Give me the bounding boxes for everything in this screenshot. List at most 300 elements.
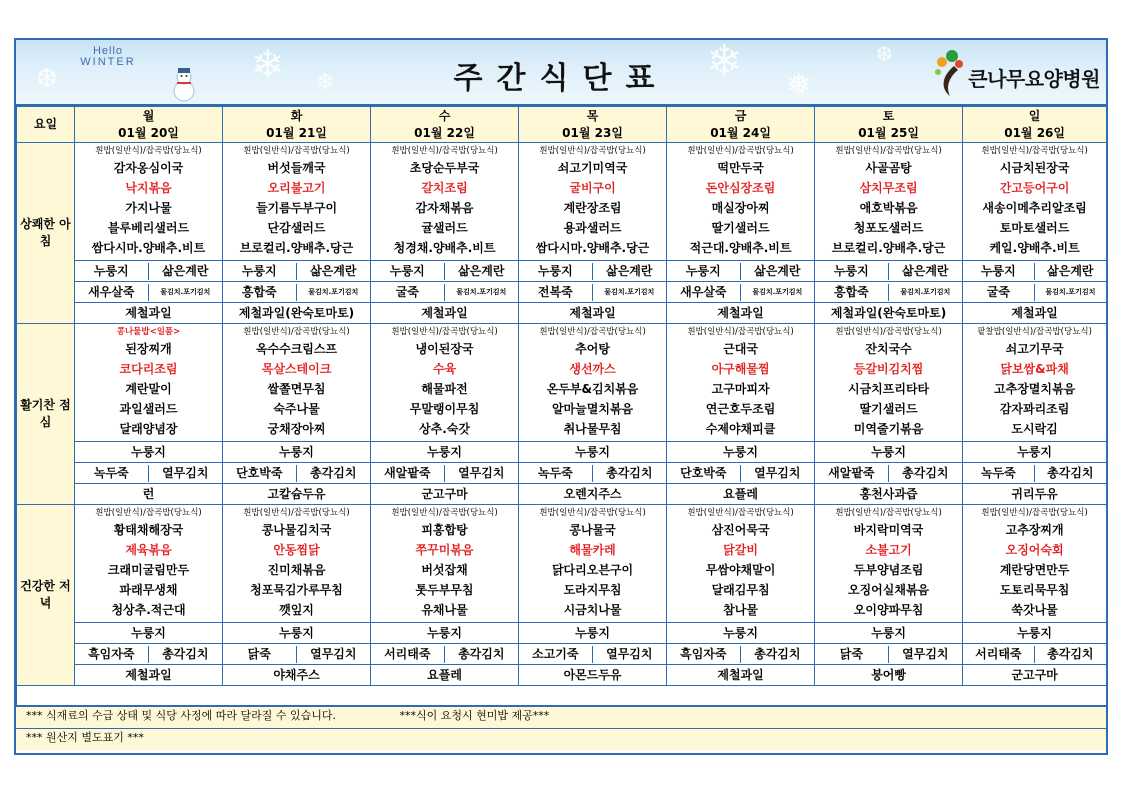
meal-main-cell (519, 505, 667, 623)
menu-item: 등갈비김치찜 (853, 362, 924, 376)
sub-item: 누룽지 (223, 263, 297, 280)
sub-split (223, 284, 370, 301)
meal-porridge-cell (815, 282, 963, 303)
meal-porridge-cell (963, 644, 1107, 665)
menu-item: 연근호두조림 (705, 402, 776, 416)
menu-item: 냉이된장국 (415, 342, 474, 356)
sub-split (75, 465, 222, 482)
sub-item: 누룽지 (963, 263, 1035, 280)
sub-item: 삶은계란 (162, 263, 209, 278)
meal-main-row (17, 505, 1107, 623)
menu-item: 고추장찌개 (1005, 523, 1064, 537)
sub-item: 삶은계란 (606, 263, 653, 278)
kimchi-item: 열무김치 (606, 646, 653, 661)
menu-item: 계란당면만두 (999, 563, 1070, 577)
porridge-item: 굴죽 (371, 284, 445, 301)
dessert-item: 제철과일 (667, 303, 815, 324)
meal-main-row (17, 143, 1107, 261)
day-header (371, 107, 519, 143)
dessert-item: 제철과일 (963, 303, 1107, 324)
sub-split (75, 263, 222, 280)
kimchi-item: 물김치.포기김치 (900, 287, 951, 296)
menu-item: 된장찌개 (125, 342, 172, 356)
dessert-item: 귀리두유 (963, 484, 1107, 505)
snowflake-icon: ❅ (786, 68, 812, 103)
rice-note: 흰밥(일반식)/잡곡밥(당뇨식) (835, 508, 942, 518)
meal-extra-row (17, 665, 1107, 686)
sub-split (667, 284, 814, 301)
porridge-item: 녹두죽 (519, 465, 593, 482)
menu-sheet (14, 38, 1108, 755)
corner-label: 요일 (17, 107, 75, 143)
day-header (815, 107, 963, 143)
meal-porridge-cell (75, 282, 223, 303)
day-header (519, 107, 667, 143)
footer-note-text: ***식이 요청시 현미밥 제공*** (399, 709, 550, 722)
dessert-item: 제철과일(완숙토마토) (815, 303, 963, 324)
meal-extra-row (17, 303, 1107, 324)
meal-sub-cell (815, 261, 963, 282)
meal-porridge-cell (963, 463, 1107, 484)
meal-porridge-cell (667, 644, 815, 665)
rice-note: 흰밥(일반식)/잡곡밥(당뇨식) (687, 508, 794, 518)
meal-porridge-cell (963, 282, 1107, 303)
meal-sub-cell (371, 623, 519, 644)
sub-item: 누룽지 (575, 625, 610, 640)
porridge-item: 새알팥죽 (371, 465, 445, 482)
rice-note: 흰밥(일반식)/잡곡밥(당뇨식) (539, 508, 646, 518)
menu-item: 시금치나물 (563, 603, 622, 617)
day-name: 금 (734, 108, 747, 123)
meal-sub-row (17, 261, 1107, 282)
sub-split (519, 263, 666, 280)
meal-label: 건강한 저녁 (17, 505, 75, 686)
menu-item: 콩나물김치국 (261, 523, 332, 537)
porridge-item: 전복죽 (519, 284, 593, 301)
menu-item: 청포묵김가루무침 (250, 583, 343, 597)
meal-main-cell (371, 324, 519, 442)
menu-item: 삼치무조림 (859, 181, 918, 195)
sub-item: 누룽지 (75, 263, 149, 280)
sub-split (519, 465, 666, 482)
day-date: 01월 26일 (1004, 125, 1065, 140)
porridge-item: 닭죽 (223, 646, 297, 663)
sub-split (371, 465, 518, 482)
meal-sub-cell (223, 623, 371, 644)
meal-sub-cell (667, 261, 815, 282)
menu-item: 청포도샐러드 (853, 221, 924, 235)
menu-item: 코다리조림 (119, 362, 178, 376)
rice-note: 흰밥(일반식)/잡곡밥(당뇨식) (687, 146, 794, 156)
meal-main-cell (667, 324, 815, 442)
footer-notes (16, 706, 1106, 750)
menu-item: 시금치프리타타 (848, 382, 930, 396)
sub-item: 누룽지 (723, 625, 758, 640)
dessert-item: 제철과일 (75, 303, 223, 324)
meal-main-cell (963, 324, 1107, 442)
sub-item: 삶은계란 (310, 263, 357, 278)
meal-porridge-row (17, 644, 1107, 665)
porridge-item: 소고기죽 (519, 646, 593, 663)
porridge-item: 흥합죽 (223, 284, 297, 301)
rice-note: 팥찰밥(일반식)/잡곡밥(당뇨식) (977, 327, 1092, 337)
kimchi-item: 총각김치 (902, 465, 949, 480)
menu-item: 생선까스 (569, 362, 616, 376)
menu-item: 사골곰탕 (865, 161, 912, 175)
porridge-item: 닭죽 (815, 646, 889, 663)
kimchi-item: 열무김치 (902, 646, 949, 661)
kimchi-item: 물김치.포기김치 (308, 287, 359, 296)
day-name: 일 (1028, 108, 1041, 123)
rice-note: 흰밥(일반식)/잡곡밥(당뇨식) (687, 327, 794, 337)
sub-item: 누룽지 (279, 625, 314, 640)
menu-item: 애호박볶음 (859, 201, 918, 215)
dessert-item: 고칼슘두유 (223, 484, 371, 505)
kimchi-item: 물김치.포기김치 (160, 287, 211, 296)
menu-item: 고구마피자 (711, 382, 770, 396)
dessert-item: 제철과일 (519, 303, 667, 324)
meal-porridge-cell (75, 463, 223, 484)
menu-item: 쭈꾸미볶음 (415, 543, 474, 557)
dessert-item: 제철과일 (667, 665, 815, 686)
porridge-item: 단호박죽 (667, 465, 741, 482)
meal-main-cell (519, 324, 667, 442)
meal-porridge-cell (519, 463, 667, 484)
day-date: 01월 24일 (710, 125, 771, 140)
dessert-item: 군고구마 (371, 484, 519, 505)
meal-main-cell (223, 505, 371, 623)
kimchi-item: 총각김치 (754, 646, 801, 661)
menu-item: 귤샐러드 (421, 221, 468, 235)
porridge-item: 흥합죽 (815, 284, 889, 301)
rice-note: 흰밥(일반식)/잡곡밥(당뇨식) (243, 146, 350, 156)
meal-porridge-row (17, 282, 1107, 303)
porridge-item: 흑임자죽 (75, 646, 149, 663)
kimchi-item: 열무김치 (310, 646, 357, 661)
menu-item: 해물파전 (421, 382, 468, 396)
kimchi-item: 총각김치 (1047, 646, 1094, 661)
menu-item: 딸기샐러드 (711, 221, 770, 235)
menu-item: 쌈다시마.양배추.당근 (535, 241, 650, 255)
sub-item: 누룽지 (723, 444, 758, 459)
day-header (75, 107, 223, 143)
sub-split (75, 646, 222, 663)
menu-item: 쇠고기미역국 (557, 161, 628, 175)
menu-item: 굴비구이 (569, 181, 616, 195)
menu-item: 오리불고기 (267, 181, 326, 195)
meal-porridge-row (17, 463, 1107, 484)
footer-note-2 (16, 728, 1106, 750)
day-name: 목 (586, 108, 599, 123)
menu-item: 새송이메추리알조림 (982, 201, 1087, 215)
day-date: 01월 20일 (118, 125, 179, 140)
menu-item: 아구해물찜 (711, 362, 770, 376)
menu-item: 도라지무침 (563, 583, 622, 597)
menu-item: 딸기샐러드 (859, 402, 918, 416)
snowflake-icon: ❄ (251, 42, 285, 88)
meal-porridge-cell (815, 463, 963, 484)
porridge-item: 서리태죽 (371, 646, 445, 663)
sub-split (963, 263, 1106, 280)
meal-sub-cell (963, 442, 1107, 463)
meal-main-cell (667, 505, 815, 623)
menu-item: 참나물 (723, 603, 758, 617)
menu-item: 온두부&김치볶음 (546, 382, 639, 396)
menu-item: 닭보쌈&파채 (1000, 362, 1069, 376)
day-header-row (17, 107, 1107, 143)
menu-item: 버섯들깨국 (267, 161, 326, 175)
sub-split (371, 646, 518, 663)
porridge-item: 서리태죽 (963, 646, 1035, 663)
menu-item: 도토리묵무침 (999, 583, 1070, 597)
menu-item: 바지락미역국 (853, 523, 924, 537)
sub-item: 누룽지 (575, 444, 610, 459)
meal-main-cell (75, 505, 223, 623)
menu-item: 버섯잡채 (421, 563, 468, 577)
dessert-item: 런 (75, 484, 223, 505)
menu-item: 쌈다시마.양배추.비트 (91, 241, 206, 255)
meal-sub-cell (371, 261, 519, 282)
menu-item: 낙지볶음 (125, 181, 172, 195)
menu-item: 청상추.적근대 (111, 603, 186, 617)
menu-item: 추어탕 (575, 342, 610, 356)
kimchi-item: 물김치.포기김치 (1045, 287, 1096, 296)
menu-item: 오이양파무침 (853, 603, 924, 617)
meal-porridge-cell (519, 282, 667, 303)
rice-note: 흰밥(일반식)/잡곡밥(당뇨식) (391, 146, 498, 156)
meal-main-cell (75, 143, 223, 261)
porridge-item: 굴죽 (963, 284, 1035, 301)
meal-sub-cell (519, 442, 667, 463)
porridge-item: 녹두죽 (75, 465, 149, 482)
meal-main-cell (963, 505, 1107, 623)
menu-item: 브로컬리.양배추.당근 (831, 241, 946, 255)
sub-item: 누룽지 (131, 625, 166, 640)
menu-item: 가지나물 (125, 201, 172, 215)
tree-logo-icon (932, 48, 966, 98)
menu-item: 해물카레 (569, 543, 616, 557)
rice-note: 흰밥(일반식)/잡곡밥(당뇨식) (835, 327, 942, 337)
spacer-row (17, 686, 1107, 706)
rice-note: 흰밥(일반식)/잡곡밥(당뇨식) (539, 146, 646, 156)
rice-note: 흰밥(일반식)/잡곡밥(당뇨식) (835, 146, 942, 156)
sub-split (963, 284, 1106, 301)
dessert-item: 제철과일 (371, 303, 519, 324)
rice-note: 흰밥(일반식)/잡곡밥(당뇨식) (243, 327, 350, 337)
menu-item: 청경채.양배추.비트 (393, 241, 496, 255)
sub-split (75, 284, 222, 301)
kimchi-item: 총각김치 (606, 465, 653, 480)
dessert-item: 요플레 (371, 665, 519, 686)
meal-sub-cell (519, 623, 667, 644)
sub-item: 누룽지 (667, 263, 741, 280)
sub-split (223, 465, 370, 482)
day-name: 월 (142, 108, 155, 123)
kimchi-item: 총각김치 (310, 465, 357, 480)
menu-item: 제육볶음 (125, 543, 172, 557)
menu-item: 두부양념조림 (853, 563, 924, 577)
menu-item: 상추.숙갓 (419, 422, 470, 436)
rice-note: 흰밥(일반식)/잡곡밥(당뇨식) (95, 508, 202, 518)
menu-item: 파래무생채 (119, 583, 178, 597)
menu-item: 미역줄기볶음 (853, 422, 924, 436)
menu-item: 닭다리오븐구이 (551, 563, 634, 577)
menu-item: 매실장아찌 (711, 201, 770, 215)
meal-sub-cell (667, 442, 815, 463)
menu-item: 간고등어구이 (999, 181, 1070, 195)
menu-item: 계란말이 (125, 382, 172, 396)
menu-item: 진미채볶음 (267, 563, 326, 577)
meal-sub-cell (519, 261, 667, 282)
menu-item: 계란장조림 (563, 201, 622, 215)
sub-split (815, 646, 962, 663)
menu-item: 갈치조림 (421, 181, 468, 195)
menu-item: 고추장멸치볶음 (994, 382, 1076, 396)
meal-porridge-cell (371, 644, 519, 665)
weekly-menu-table (16, 106, 1107, 706)
hello-winter-text: Hello WINTER (80, 45, 136, 68)
menu-item: 황태채해장국 (113, 523, 184, 537)
sub-split (815, 263, 962, 280)
sub-item: 누룽지 (519, 263, 593, 280)
kimchi-item: 열무김치 (458, 465, 505, 480)
meal-porridge-cell (223, 282, 371, 303)
page-title: 주간식단표 (453, 61, 669, 96)
menu-item: 톳두부무침 (415, 583, 474, 597)
menu-item: 감자옹심이국 (113, 161, 184, 175)
snowflake-icon: ❄ (316, 70, 335, 95)
menu-item: 옥수수크림스프 (255, 342, 338, 356)
kimchi-item: 물김치.포기김치 (456, 287, 507, 296)
kimchi-item: 열무김치 (162, 465, 209, 480)
menu-item: 적근대.양배추.비트 (689, 241, 792, 255)
menu-item: 크래미굴림만두 (107, 563, 190, 577)
menu-item: 유채나물 (421, 603, 468, 617)
meal-main-cell (815, 324, 963, 442)
menu-item: 초당순두부국 (409, 161, 480, 175)
menu-item: 시금치된장국 (999, 161, 1070, 175)
meal-main-cell (519, 143, 667, 261)
sub-split (963, 646, 1106, 663)
dessert-item: 홍천사과즙 (815, 484, 963, 505)
sub-item: 누룽지 (131, 444, 166, 459)
menu-item: 소불고기 (865, 543, 912, 557)
meal-sub-row (17, 623, 1107, 644)
hospital-name: 큰나무요양병원 (968, 67, 1100, 91)
menu-item: 무쌈야채말이 (705, 563, 776, 577)
meal-porridge-cell (519, 644, 667, 665)
meal-sub-cell (223, 261, 371, 282)
meal-main-row (17, 324, 1107, 442)
menu-item: 근대국 (723, 342, 758, 356)
sub-split (371, 284, 518, 301)
meal-sub-cell (75, 261, 223, 282)
meal-main-cell (667, 143, 815, 261)
menu-item: 들기름두부구이 (255, 201, 338, 215)
meal-main-cell (963, 143, 1107, 261)
menu-item: 떡만두국 (717, 161, 764, 175)
menu-item: 과일샐러드 (119, 402, 178, 416)
sub-split (667, 263, 814, 280)
sub-split (667, 465, 814, 482)
menu-item: 취나물무침 (563, 422, 622, 436)
porridge-item: 새우살죽 (667, 284, 741, 301)
meal-sub-cell (371, 442, 519, 463)
sub-split (815, 284, 962, 301)
menu-item: 단감샐러드 (267, 221, 326, 235)
sub-item: 누룽지 (1017, 625, 1052, 640)
meal-main-cell (371, 505, 519, 623)
menu-item: 토마토샐러드 (999, 221, 1070, 235)
sub-item: 삶은계란 (1047, 263, 1094, 278)
day-date: 01월 21일 (266, 125, 327, 140)
meal-porridge-cell (371, 463, 519, 484)
sub-split (223, 263, 370, 280)
menu-item: 안동찜닭 (273, 543, 320, 557)
meal-sub-cell (963, 623, 1107, 644)
sub-item: 누룽지 (371, 263, 445, 280)
meal-sub-cell (75, 442, 223, 463)
dessert-item: 군고구마 (963, 665, 1107, 686)
header-banner (16, 40, 1106, 106)
day-name: 토 (882, 108, 895, 123)
menu-item: 무말랭이무침 (409, 402, 480, 416)
meal-sub-cell (815, 623, 963, 644)
meal-sub-cell (963, 261, 1107, 282)
menu-item: 콩나물국 (569, 523, 616, 537)
menu-item: 목살스테이크 (261, 362, 332, 376)
meal-sub-cell (815, 442, 963, 463)
porridge-item: 새알팥죽 (815, 465, 889, 482)
rice-note: 흰밥(일반식)/잡곡밥(당뇨식) (243, 508, 350, 518)
kimchi-item: 총각김치 (162, 646, 209, 661)
meal-porridge-cell (75, 644, 223, 665)
meal-sub-cell (75, 623, 223, 644)
meal-main-cell (815, 143, 963, 261)
menu-item: 수제야채피클 (705, 422, 776, 436)
sub-split (963, 465, 1106, 482)
porridge-item: 새우살죽 (75, 284, 149, 301)
menu-item: 달래양념장 (119, 422, 178, 436)
sub-item: 누룽지 (427, 625, 462, 640)
menu-item: 궁채장아찌 (267, 422, 326, 436)
meal-sub-cell (667, 623, 815, 644)
sub-item: 삶은계란 (754, 263, 801, 278)
day-name: 화 (290, 108, 303, 123)
menu-item: 숙주나물 (273, 402, 320, 416)
sub-item: 누룽지 (1017, 444, 1052, 459)
sub-split (519, 284, 666, 301)
dessert-item: 오렌지주스 (519, 484, 667, 505)
menu-item: 쇠고기무국 (1005, 342, 1064, 356)
meal-main-cell (371, 143, 519, 261)
menu-item: 도시락김 (1011, 422, 1058, 436)
menu-item: 블루베리샐러드 (107, 221, 190, 235)
menu-item: 잔치국수 (865, 342, 912, 356)
menu-item: 감자꽈리조림 (999, 402, 1070, 416)
footer-note-text: *** 식재료의 수급 상태 및 식당 사정에 따라 달라질 수 있습니다. (26, 709, 336, 722)
footer-note-text: *** 원산지 별도표기 *** (26, 731, 144, 744)
day-name: 수 (438, 108, 451, 123)
sub-item: 누룽지 (427, 444, 462, 459)
dessert-item: 제철과일 (75, 665, 223, 686)
dessert-item: 요플레 (667, 484, 815, 505)
dessert-item: 야채주스 (223, 665, 371, 686)
meal-porridge-cell (667, 463, 815, 484)
menu-item: 삼진어묵국 (711, 523, 770, 537)
menu-item: 케일.양배추.비트 (989, 241, 1080, 255)
sub-split (815, 465, 962, 482)
